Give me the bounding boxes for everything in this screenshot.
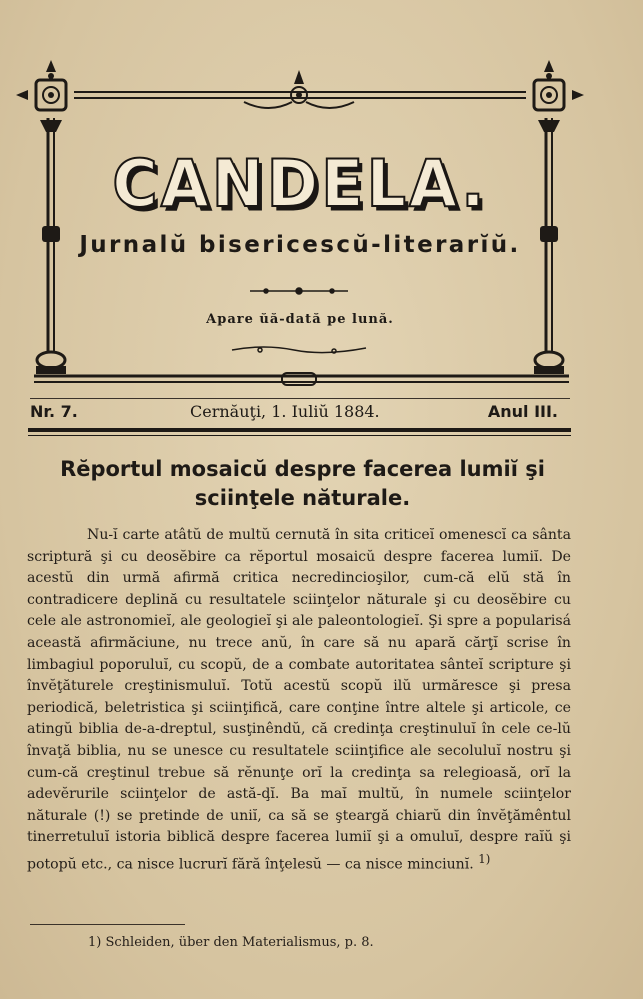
ornamental-border: [14, 58, 599, 393]
footnote-reference: 1): [478, 851, 491, 866]
issue-year: Anul III.: [487, 402, 558, 421]
footnote-marker: 1): [88, 935, 102, 950]
masthead-frame: [14, 58, 584, 388]
masthead-title: CANDELA.: [112, 145, 488, 222]
publication-frequency: Apare ŭă-dată pe lună.: [206, 312, 394, 327]
footnote-text: Schleiden, über den Materialismus, p. 8.: [105, 935, 374, 950]
footnote: [88, 935, 374, 950]
divider-top: [30, 398, 570, 399]
article-title: Rĕportul mosaicŭ despre facerea lumiĭ şi sciinţele năturale.: [60, 457, 545, 510]
masthead-subtitle: Jurnalŭ bisericescŭ-literarĭŭ.: [79, 232, 521, 258]
issue-number: Nr. 7.: [30, 402, 78, 421]
divider-thin: [28, 435, 571, 436]
article-body: [27, 525, 571, 876]
divider-thick: [28, 428, 571, 432]
issue-date: Cernăuţi, 1. Iuliŭ 1884.: [190, 402, 380, 421]
footnote-divider: [30, 924, 185, 925]
article-paragraph: Nu-ĭ carte atâtŭ de multŭ cernută în sita criticeĭ omenescĭ ca sânta scriptură şi cu deosĕbire ca rĕportul mosaicŭ despre facerea lumiĭ. De acestŭ din urmă afirmă critica necredincioşilor, cum-că elŭ stă în contradicere deplină cu resultatele sciinţelor năturale şi cu deosĕbire cu cele ale astronomieĭ, ale geologieĭ şi ale paleontologieĭ. Şi spre a popularisá această afirmăciune, nu trece anŭ, în care să nu apară cărţĭ scrise în limbagiul poporuluĭ, cu scopŭ, de a combate autoritatea sânteĭ scripture şi învĕţăturele creştinismuluĭ. Totŭ acestŭ scopŭ ilŭ urmăresce şi presa periodică, beletristica şi sciinţifică, care conţine între altele şi articole, ce atingŭ biblia de-a-dreptul, susţinêndŭ, că credinţa creştinuluĭ în cele ce-lŭ învaţă biblia, nu se unesce cu resultatele sciinţifice ale secoluluĭ nostru şi cum-că creştinul trebue să rĕnunţe orĭ la credinţa sa relegioasă, orĭ la adevĕrurile sciinţelor de astă-ḑĭ. Ba maĭ multŭ, în numele sciinţelor năturale (!) se pretinde de uniĭ, ca să se şteargă chiarŭ din învĕţămêntul tinerretuluĭ istoria biblică despre facerea lumiĭ şi a omuluĭ, despre raĭŭ şi potopŭ etc., ca nisce lucrurĭ fără înţelesŭ — ca nisce minciunĭ. $^{1)}$: [27, 527, 571, 873]
